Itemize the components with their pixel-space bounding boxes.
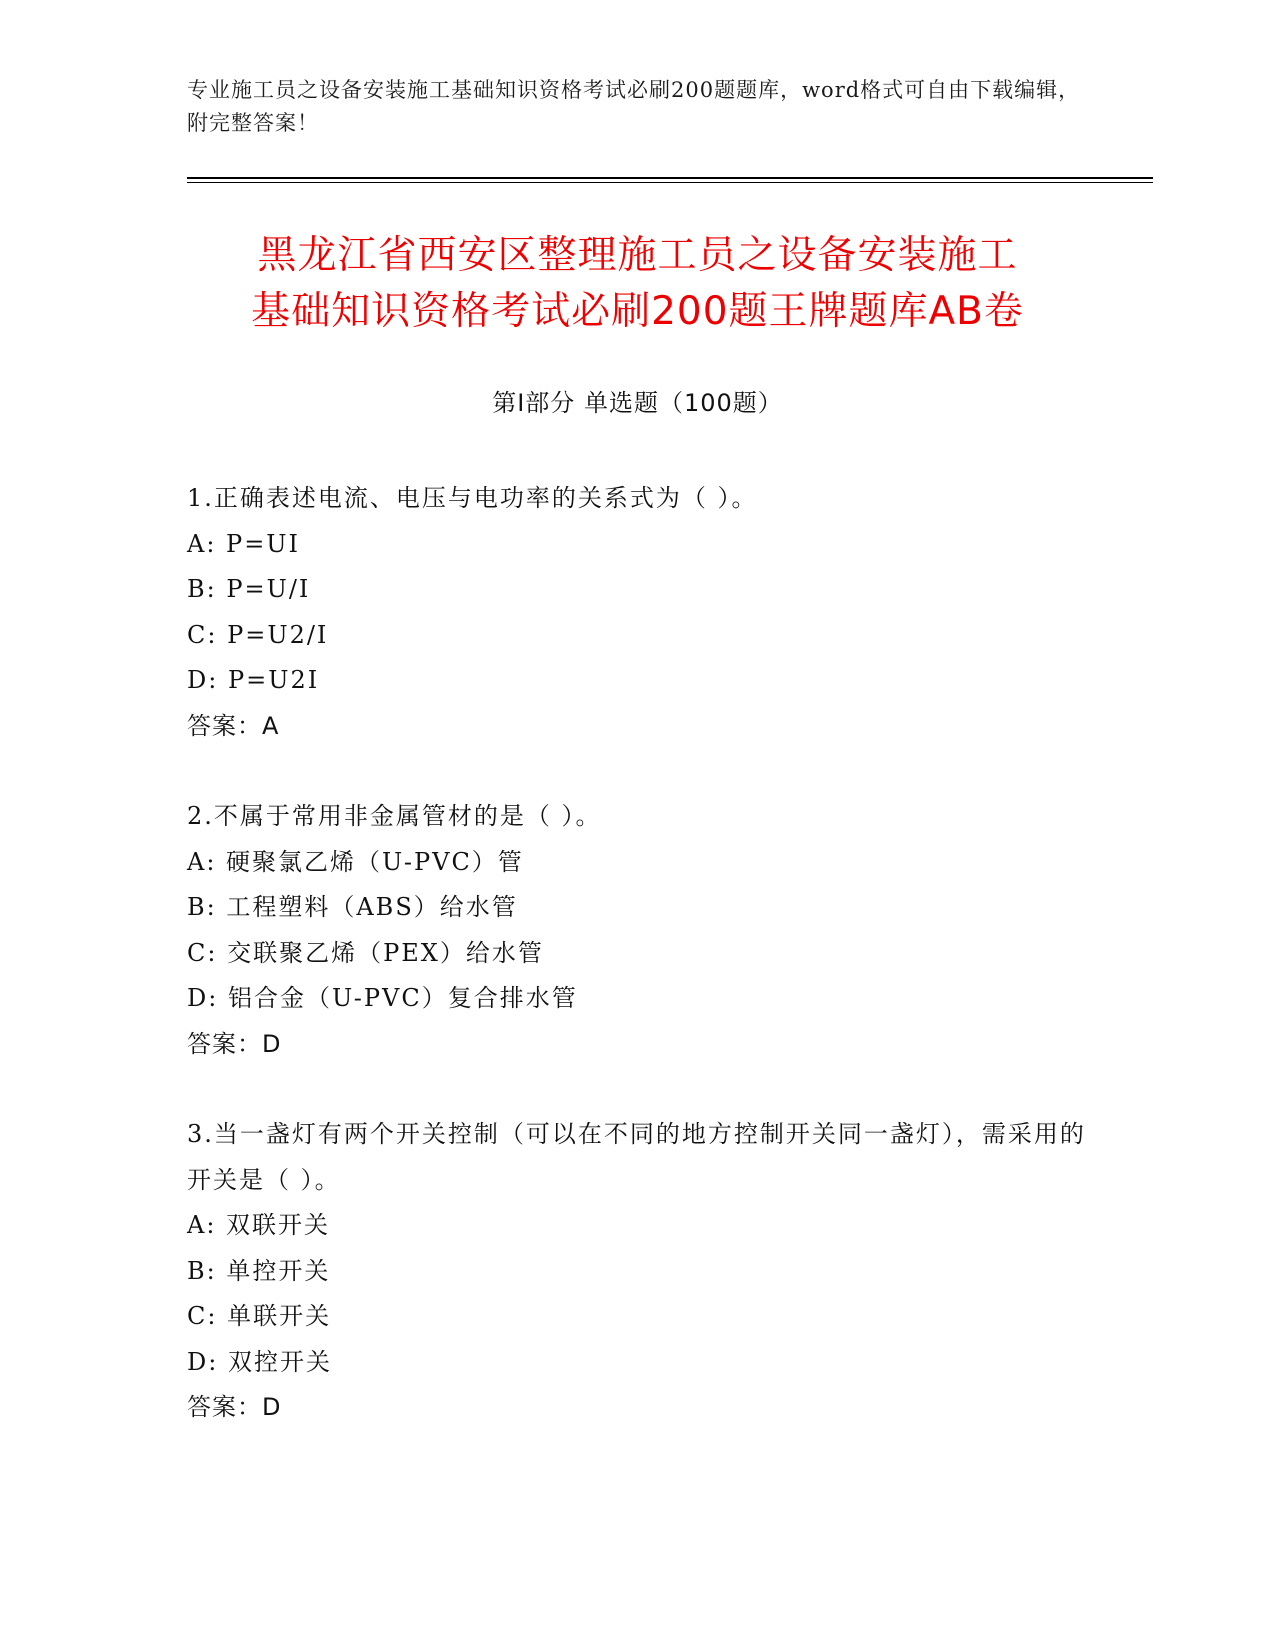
question-item <box>187 1112 1107 1431</box>
question-item <box>187 794 1107 1067</box>
option-d: D: 铝合金（U-PVC）复合排水管 <box>187 984 578 1012</box>
document-title-line-1: 黑龙江省西安区整理施工员之设备安装施工 <box>257 233 1018 278</box>
header-note: 专业施工员之设备安装施工基础知识资格考试必刷200题题库，word格式可自由下载编辑，附完整答案！ <box>187 78 1081 135</box>
question-stem: 1.正确表述电流、电压与电功率的关系式为（ ）。 <box>187 484 758 512</box>
question-stem: 2.不属于常用非金属管材的是（ ）。 <box>187 802 602 830</box>
option-b: B: 工程塑料（ABS）给水管 <box>187 893 518 921</box>
document-title <box>140 228 1135 340</box>
option-a: A: 双联开关 <box>187 1211 331 1239</box>
option-a: A: P=UI <box>187 529 301 558</box>
question-list <box>187 476 1107 1476</box>
header-divider-thick <box>187 177 1153 179</box>
answer-line: 答案：D <box>187 1029 282 1058</box>
option-d: D: 双控开关 <box>187 1347 332 1376</box>
option-c: C: 交联聚乙烯（PEX）给水管 <box>187 938 544 967</box>
option-c: C: P=U2/I <box>187 620 329 649</box>
option-b: B: 单控开关 <box>187 1256 331 1285</box>
option-a: A: 硬聚氯乙烯（U-PVC）管 <box>187 847 524 876</box>
section-title: 第Ⅰ部分 单选题（100题） <box>492 389 783 417</box>
question-stem: 3.当一盏灯有两个开关控制（可以在不同的地方控制开关同一盏灯），需采用的开关是（ ）。 <box>187 1120 1086 1194</box>
header-divider-thin <box>187 182 1153 183</box>
question-item <box>187 476 1107 749</box>
answer-line: 答案：D <box>187 1393 282 1421</box>
option-b: B: P=U/I <box>187 575 311 603</box>
document-title-line-2: 基础知识资格考试必刷200题王牌题库AB卷 <box>251 289 1024 334</box>
option-c: C: 单联开关 <box>187 1302 332 1330</box>
answer-line: 答案：A <box>187 711 280 740</box>
option-d: D: P=U2I <box>187 666 320 694</box>
